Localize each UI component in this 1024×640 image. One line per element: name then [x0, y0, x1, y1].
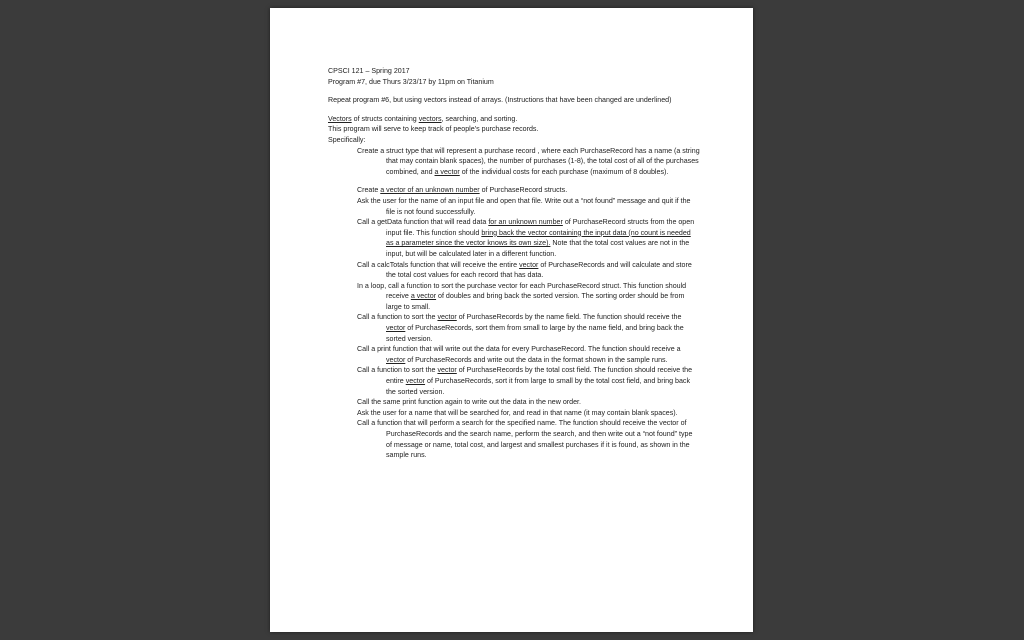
text: of PurchaseRecord structs.	[479, 186, 568, 195]
step-3	[357, 217, 700, 259]
step-2: Ask the user for the name of an input file and open that file. Write out a “not found” message and quit if the file is not found successfully.	[357, 196, 691, 216]
text: of doubles and bring back the sorted version. The sorting order should be from large to small.	[386, 292, 685, 311]
underlined-text: vector	[519, 260, 539, 269]
overview-heading	[328, 114, 700, 125]
underlined-text: vector	[386, 324, 406, 333]
step-7	[357, 344, 700, 365]
underlined-text: a vector	[410, 292, 437, 301]
text: Call a calcTotals function that will receive the entire	[357, 260, 520, 269]
text: of PurchaseRecords, sort them from small to large by the name field, and bring back the sorted version.	[386, 324, 684, 343]
underlined-text: Vectors	[328, 114, 352, 123]
text: of PurchaseRecords by the name field. The function should receive the	[456, 313, 682, 322]
underlined-text: for an unknown number	[488, 218, 563, 227]
underlined-text: a vector of an unknown number	[380, 186, 480, 195]
text: of PurchaseRecords, sort it from large to small by the total cost field, and bring back the sorted version.	[386, 377, 691, 396]
underlined-text: vectors	[418, 114, 442, 123]
underlined-text: a vector	[434, 167, 460, 176]
struct-description-block	[328, 146, 700, 461]
text: Call a function to sort the	[357, 366, 438, 375]
text: , searching, and sorting.	[441, 114, 518, 123]
text: of structs containing	[351, 114, 419, 123]
underlined-text: vector	[386, 355, 406, 364]
step-4	[357, 260, 700, 281]
step-9: Call the same print function again to write out the data in the new order.	[357, 398, 581, 407]
underlined-text: vector	[437, 313, 457, 322]
step-10: Ask the user for a name that will be searched for, and read in that name (it may contain blank spaces).	[357, 408, 678, 417]
program-due-line: Program #7, due Thurs 3/23/17 by 11pm on Titanium	[328, 77, 494, 86]
step-1	[357, 185, 700, 196]
document-content	[328, 66, 700, 461]
overview-purpose: This program will serve to keep track of people’s purchase records.	[328, 125, 539, 134]
text: Call a function to sort the	[357, 313, 438, 322]
struct-description	[357, 146, 700, 178]
text: of PurchaseRecords and write out the data in the format shown in the sample runs.	[405, 355, 668, 364]
text: of PurchaseRecords by the total cost field. The function should receive the entire	[386, 366, 693, 386]
intro-paragraph: Repeat program #6, but using vectors instead of arrays. (Instructions that have been changed are underlined)	[328, 96, 672, 105]
step-8	[357, 365, 700, 397]
text: of PurchaseRecord structs from the open input file. This function should	[386, 218, 695, 237]
underlined-text: vector	[437, 366, 457, 375]
text: of PurchaseRecords and will calculate and store the total cost values for each record that has data.	[386, 260, 692, 280]
underlined-text: vector	[405, 377, 426, 386]
text: In a loop, call a function to sort the purchase vector for each PurchaseRecord struct. This function should receive	[357, 281, 687, 301]
document-page	[270, 8, 753, 632]
step-11: Call a function that will perform a search for the specified name. The function should receive the vector of PurchaseRecords and the search name, perform the search, and then write out a “not found” type of message or name, total cost, and largest and smallest purchases if it is found, as shown in the sample runs.	[357, 419, 693, 460]
step-5	[357, 281, 700, 313]
text: Call a print function that will write out the data for every PurchaseRecord. The function should receive a	[357, 345, 681, 354]
text: of the individual costs for each purchase (maximum of 8 doubles).	[459, 167, 669, 176]
text: Create	[357, 186, 381, 195]
underlined-text: bring back the vector containing the input data (no count is needed as a parameter since the vector knows its own size).	[386, 228, 691, 248]
text: Create a struct type that will represent a purchase record , where each PurchaseRecord has a name (a string that may contain blank spaces), the number of purchases (1-8), the total cost of all of the purchases combined, and	[357, 146, 700, 176]
text: Call a getData function that will read data	[357, 218, 489, 227]
step-6	[357, 312, 700, 344]
text: Note that the total cost values are not in the input, but will be calculated later in a different function.	[386, 239, 690, 258]
course-title: CPSCI 121 – Spring 2017	[328, 67, 410, 75]
specifically-label: Specifically:	[328, 135, 366, 144]
